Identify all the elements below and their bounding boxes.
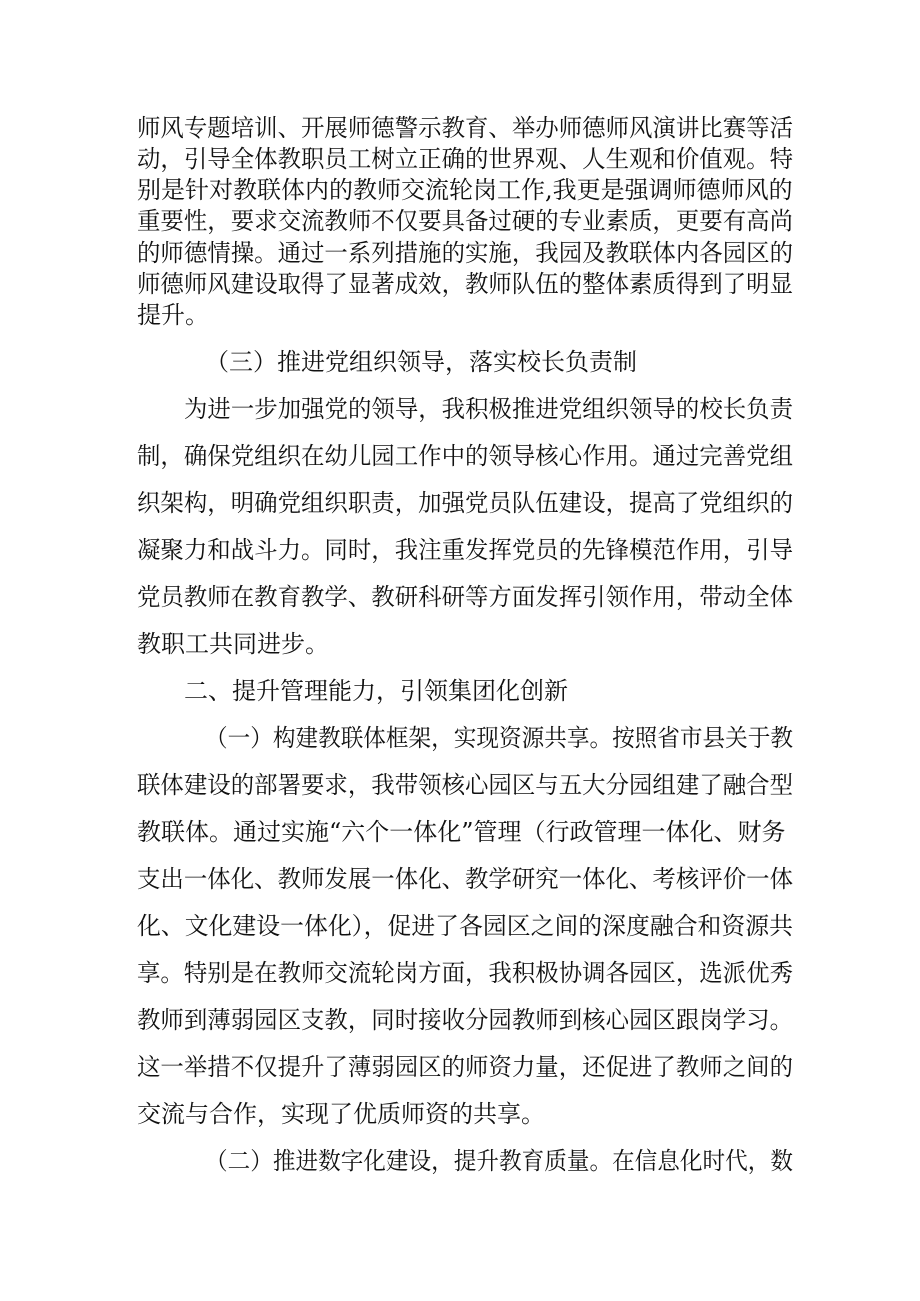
text-line: 织架构，明确党组织职责，加强党员队伍建设，提高了党组织的 — [137, 489, 794, 517]
text-line: 凝聚力和战斗力。同时，我注重发挥党员的先锋模范作用，引导 — [137, 536, 794, 564]
text-line: 师德师风建设取得了显著成效，教师队伍的整体素质得到了明显 — [137, 270, 794, 298]
text-line: 支出一体化、教师发展一体化、教学研究一体化、考核评价一体 — [137, 865, 794, 893]
text-line: 师风专题培训、开展师德警示教育、举办师德师风演讲比赛等活 — [137, 114, 794, 142]
subheading-party-leadership: （三）推进党组织领导，落实校长负责制 — [205, 348, 637, 376]
text-line: 化、文化建设一体化），促进了各园区之间的深度融合和资源共 — [137, 912, 793, 940]
text-line: 为进一步加强党的领导，我积极推进党组织领导的校长负责 — [184, 395, 794, 423]
text-line: 的师德情操。通过一系列措施的实施，我园及教联体内各园区的 — [137, 239, 794, 267]
text-line: 教师到薄弱园区支教，同时接收分园教师到核心园区跟岗学习。 — [137, 1006, 794, 1034]
text-line: 教职工共同进步。 — [137, 630, 329, 658]
text-line: （二）推进数字化建设，提升教育质量。在信息化时代，数 — [205, 1147, 793, 1175]
text-line: 教联体。通过实施“六个一体化”管理（行政管理一体化、财务 — [137, 818, 786, 846]
text-line: 享。特别是在教师交流轮岗方面，我积极协调各园区，选派优秀 — [137, 959, 794, 987]
text-line: 提升。 — [137, 301, 209, 329]
text-line: 党员教师在教育教学、教研科研等方面发挥引领作用，带动全体 — [137, 583, 794, 611]
text-line: （一）构建教联体框架，实现资源共享。按照省市县关于教 — [205, 724, 793, 752]
text-line: 制，确保党组织在幼儿园工作中的领导核心作用。通过完善党组 — [137, 442, 794, 470]
text-line: 别是针对教联体内的教师交流轮岗工作,我更是强调师德师风的 — [137, 176, 793, 204]
text-line: 联体建设的部署要求，我带领核心园区与五大分园组建了融合型 — [137, 771, 794, 799]
text-line: 这一举措不仅提升了薄弱园区的师资力量，还促进了教师之间的 — [137, 1053, 794, 1081]
text-line: 重要性，要求交流教师不仅要具备过硬的专业素质，更要有高尚 — [137, 207, 794, 235]
section-heading-management: 二、提升管理能力，引领集团化创新 — [184, 677, 568, 705]
text-line: 动，引导全体教职员工树立正确的世界观、人生观和价值观。特 — [137, 145, 794, 173]
text-line: 交流与合作，实现了优质师资的共享。 — [137, 1100, 545, 1128]
